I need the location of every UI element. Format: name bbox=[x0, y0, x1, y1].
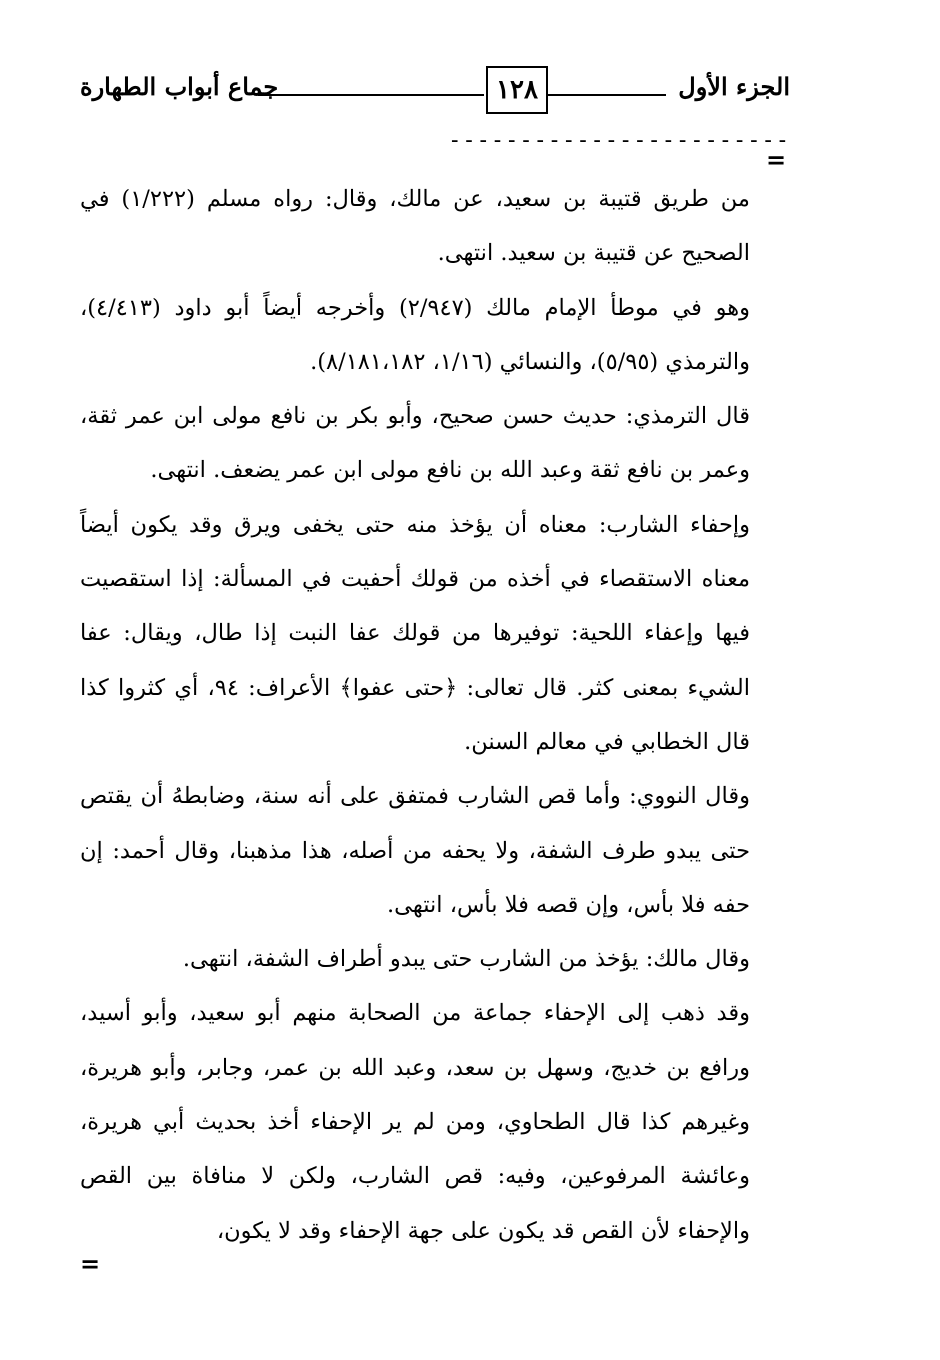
paragraph: وإحفاء الشارب: معناه أن يؤخذ منه حتى يخفى ويرق وقد يكون أيضاً معناه الاستقصاء في أخذه من قولك أحفيت في المسألة: إذا استقصيت فيها وإعفاء اللحية: توفيرها من قولك عفا النبت إذا طال، ويقال: عفا الشيء بمعنى كثر. قال تعالى: ﴿حتى عفوا﴾ الأعراف: ٩٤، أي كثروا كذا قال الخطابي في معالم السنن. bbox=[80, 511, 750, 755]
header-part-label: الجزء الأول bbox=[678, 72, 790, 101]
header-rule-left bbox=[258, 94, 484, 96]
paragraph: وقد ذهب إلى الإحفاء جماعة من الصحابة منهم أبو سعيد، وأبو أسيد، ورافع بن خديج، وسهل بن سعد، وعبد الله بن عمر، وجابر، وأبو هريرة، وغيرهم كذا قال الطحاوي، ومن لم ير الإحفاء أخذ بحديث أبي هريرة، وعائشة المرفوعين، وفيه: قص الشارب، ولكن لا منافاة بين القص والإحفاء لأن القص قد يكون على جهة الإحفاء وقد لا يكون، bbox=[80, 1000, 751, 1244]
paragraph: قال الترمذي: حديث حسن صحيح، وأبو بكر بن نافع مولى ابن عمر ثقة، وعمر بن نافع ثقة وعبد الله بن نافع مولى ابن عمر يضعف. انتهى. bbox=[80, 403, 750, 484]
continuation-mark-top: = bbox=[766, 146, 787, 174]
paragraph: من طريق قتيبة بن سعيد، عن مالك، وقال: رواه مسلم (١/٢٢٢) في الصحيح عن قتيبة بن سعيد. انتهى. bbox=[80, 186, 750, 267]
paragraph: وقال النووي: وأما قص الشارب فمتفق على أنه سنة، وضابطهُ أن يقتص حتى يبدو طرف الشفة، ولا يحفه من أصله، هذا مذهبنا، وقال أحمد: إن حفه فلا بأس، وإن قصه فلا بأس، انتهى. bbox=[80, 783, 750, 918]
paragraph: وهو في موطأ الإمام مالك (٢/٩٤٧) وأخرجه أيضاً أبو داود (٤/٤١٣)، والترمذي (٥/٩٥)، والنسائي (١/١٦، ٨/١٨١،١٨٢). bbox=[80, 294, 750, 375]
continuation-mark-bottom: = bbox=[80, 1250, 101, 1278]
header-rule-right bbox=[548, 94, 666, 96]
body-text bbox=[80, 172, 750, 1258]
dashed-separator: ------------------------ bbox=[448, 128, 790, 153]
header-chapter-title: جماع أبواب الطهارة bbox=[80, 72, 279, 101]
page-number: ١٢٨ bbox=[486, 66, 548, 114]
running-header bbox=[80, 66, 790, 118]
paragraph: وقال مالك: يؤخذ من الشارب حتى يبدو أطراف الشفة، انتهى. bbox=[182, 946, 750, 973]
